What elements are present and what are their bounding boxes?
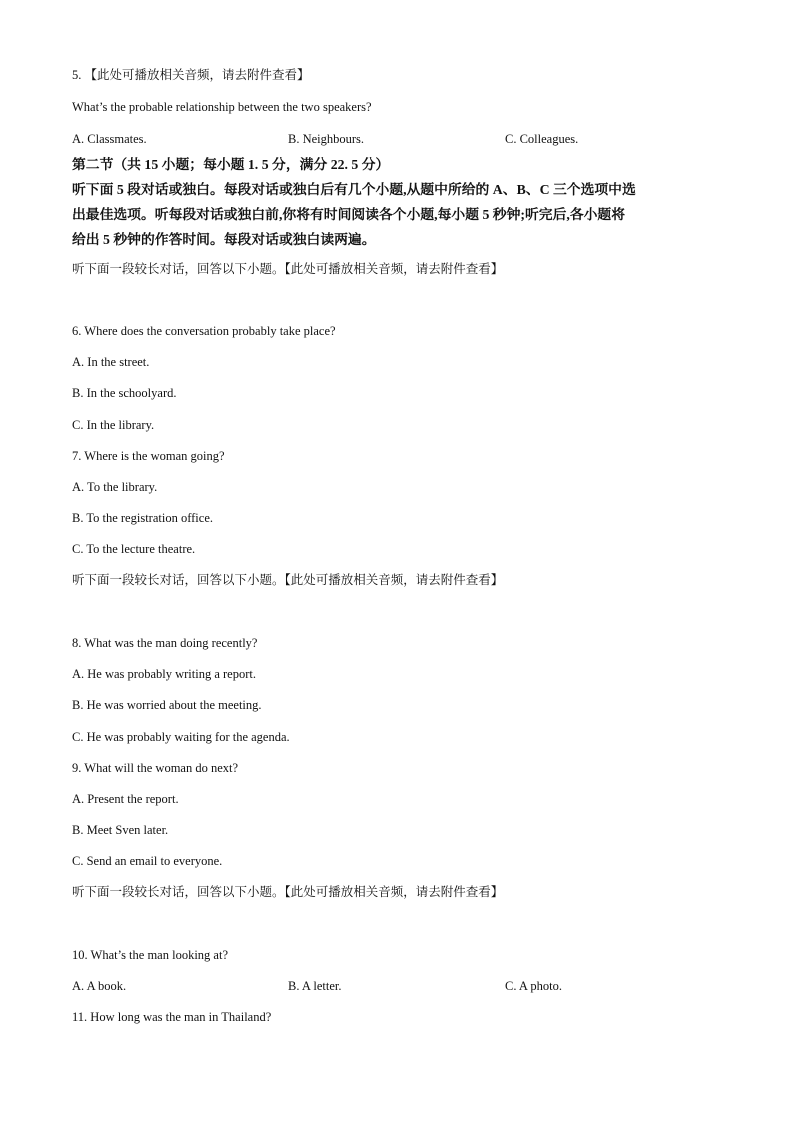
section-instructions-3: 给出 5 秒钟的作答时间。每段对话或独白读两遍。	[72, 232, 376, 247]
q8-option-c: C. He was probably waiting for the agenda.	[72, 730, 290, 744]
listen-instruction-2: 听下面一段较长对话，回答以下小题。【此处可播放相关音频，请去附件查看】	[72, 573, 504, 587]
q6-option-c: C. In the library.	[72, 418, 155, 432]
q7-question: 7. Where is the woman going?	[72, 449, 225, 463]
q8-option-a: A. He was probably writing a report.	[72, 667, 256, 681]
q9-option-c: C. Send an email to everyone.	[72, 854, 223, 868]
q5-audio-heading: 5. 【此处可播放相关音频，请去附件查看】	[72, 68, 310, 82]
q5-question: What’s the probable relationship between the two speakers?	[72, 100, 372, 114]
q11-question: 11. How long was the man in Thailand?	[72, 1010, 272, 1024]
q10-question: 10. What’s the man looking at?	[72, 948, 228, 962]
q5-option-b: B. Neighbours.	[288, 132, 365, 146]
q10-option-b: B. A letter.	[288, 979, 342, 993]
section-instructions-1: 听下面 5 段对话或独白。每段对话或独白后有几个小题,从题中所给的 A、B、C 三个选项中选	[72, 182, 636, 197]
q9-question: 9. What will the woman do next?	[72, 761, 239, 775]
q10-option-a: A. A book.	[72, 979, 127, 993]
q6-option-a: A. In the street.	[72, 355, 150, 369]
q6-option-b: B. In the schoolyard.	[72, 386, 177, 400]
section-title: 第二节（共 15 小题；每小题 1. 5 分，满分 22. 5 分）	[72, 157, 390, 172]
q8-option-b: B. He was worried about the meeting.	[72, 698, 262, 712]
q9-option-a: A. Present the report.	[72, 792, 179, 806]
q10-option-c: C. A photo.	[505, 979, 562, 993]
q8-question: 8. What was the man doing recently?	[72, 636, 258, 650]
q6-question: 6. Where does the conversation probably take place?	[72, 324, 336, 338]
q7-option-c: C. To the lecture theatre.	[72, 542, 196, 556]
q9-option-b: B. Meet Sven later.	[72, 823, 169, 837]
q7-option-a: A. To the library.	[72, 480, 158, 494]
q7-option-b: B. To the registration office.	[72, 511, 213, 525]
section-instructions-2: 出最佳选项。听每段对话或独白前,你将有时间阅读各个小题,每小题 5 秒钟;听完后,各小题将	[72, 207, 626, 222]
listen-instruction-1: 听下面一段较长对话，回答以下小题。【此处可播放相关音频，请去附件查看】	[72, 262, 504, 276]
q5-option-c: C. Colleagues.	[505, 132, 579, 146]
listen-instruction-3: 听下面一段较长对话，回答以下小题。【此处可播放相关音频，请去附件查看】	[72, 885, 504, 899]
q5-option-a: A. Classmates.	[72, 132, 147, 146]
